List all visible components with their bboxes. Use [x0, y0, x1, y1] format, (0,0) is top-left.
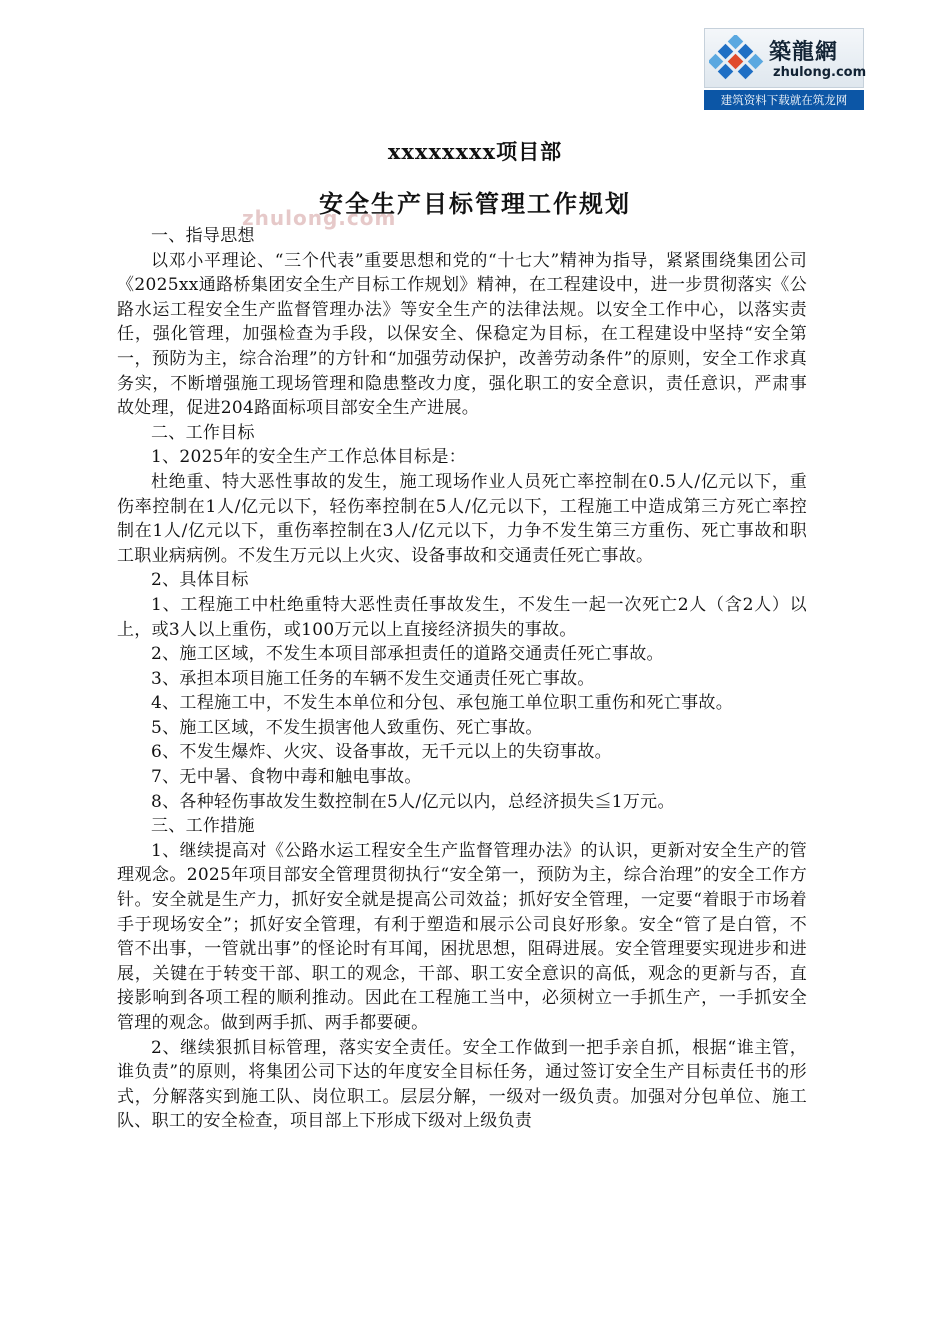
- list-item: 2、施工区域，不发生本项目部承担责任的道路交通责任死亡事故。: [151, 644, 664, 665]
- list-item: 7、无中暑、食物中毒和触电事故。: [151, 767, 422, 788]
- logo-tagline: 建筑资料下载就在筑龙网: [704, 90, 864, 110]
- paragraph: 以邓小平理论、“三个代表”重要思想和党的“十七大”精神为指导，紧紧围绕集团公司《2025xx通路桥集团安全生产目标工作规划》精神，在工程建设中，进一步贯彻落实《公路水运工程安全生产监督管理办法》等安全生产的法律法规。以安全工作中心，以落实责任，强化管理，加强检查为手段，以保安全、保稳定为目标，在工程建设中坚持“安全第一，预防为主，综合治理”的方针和“加强劳动保护，改善劳动条件”的原则，安全工作求真务实，不断增强施工现场管理和隐患整改力度，强化职工的安全意识，责任意识，严肃事故处理，促进204路面标项目部安全生产进展。: [117, 250, 807, 419]
- list-item: 5、施工区域，不发生损害他人致重伤、死亡事故。: [151, 717, 543, 738]
- project-title: xxxxxxxx项目部: [387, 139, 563, 164]
- section-heading: 三、工作措施: [151, 816, 255, 837]
- paragraph: 杜绝重、特大恶性事故的发生，施工现场作业人员死亡率控制在0.5人/亿元以下，重伤率控制在1人/亿元以下，轻伤率控制在5人/亿元以下，工程施工中造成第三方死亡率控制在1人/亿元以下，重伤率控制在3人/亿元以下，力争不发生第三方重伤、死亡事故和职工职业病病例。不发生万元以上火灾、设备事故和交通责任死亡事故。: [117, 471, 807, 566]
- section-heading: 一、指导思想: [151, 226, 255, 246]
- paragraph: 1、继续提高对《公路水运工程安全生产监督管理办法》的认识，更新对安全生产的管理观念。2025年项目部安全管理贯彻执行“安全第一，预防为主，综合治理”的安全工作方针。安全就是生产力，抓好安全就是提高公司效益；抓好安全管理，一定要“着眼于市场着手于现场安全”；抓好安全管理，有利于塑造和展示公司良好形象。安全“管了是白管，不管不出事，一管就出事”的怪论时有耳闻，困扰思想，阻碍进展。安全管理要实现进步和进展，关键在于转变干部、职工的观念，干部、职工安全意识的高低，观念的更新与否，直接影响到各项工程的顺利推动。因此在工程施工当中，必须树立一手抓生产，一手抓安全管理的观念。做到两手抓、两手都要硬。: [117, 840, 807, 1033]
- paragraph: 1、2025年的安全生产工作总体目标是：: [151, 447, 467, 468]
- section-heading: 二、工作目标: [151, 422, 255, 443]
- list-item: 4、工程施工中，不发生本单位和分包、承包施工单位职工重伤和死亡事故。: [151, 693, 734, 714]
- list-item: 1、工程施工中杜绝重特大恶性责任事故发生，不发生一起一次死亡2人（含2人）以上，或3人以上重伤，或100万元以上直接经济损失的事故。: [117, 594, 807, 640]
- watermark: zhulong.com: [242, 206, 397, 230]
- list-item: 6、不发生爆炸、火灾、设备事故，无千元以上的失窃事故。: [151, 742, 612, 763]
- zhulong-logo[interactable]: [704, 28, 867, 110]
- logo-brand-en: zhulong.com: [773, 65, 867, 80]
- document-title: 安全生产目标管理工作规划: [319, 189, 631, 218]
- logo-brand-cn: 築龍網: [769, 40, 839, 65]
- diamond-logo-icon: [709, 35, 765, 85]
- list-item: 8、各种轻伤事故发生数控制在5人/亿元以内，总经济损失≦1万元。: [151, 791, 675, 812]
- document-body: [117, 224, 807, 1134]
- paragraph: 2、具体目标: [151, 570, 249, 591]
- logo-panel: [704, 28, 867, 88]
- paragraph: 2、继续狠抓目标管理，落实安全责任。安全工作做到一把手亲自抓，根据“谁主管，谁负责”的原则，将集团公司下达的年度安全目标任务，通过签订安全生产目标责任书的形式，分解落实到施工队、岗位职工。层层分解，一级对一级负责。加强对分包单位、施工队、职工的安全检查，项目部上下形成下级对上级负责: [117, 1037, 807, 1132]
- list-item: 3、承担本项目施工任务的车辆不发生交通责任死亡事故。: [151, 668, 595, 689]
